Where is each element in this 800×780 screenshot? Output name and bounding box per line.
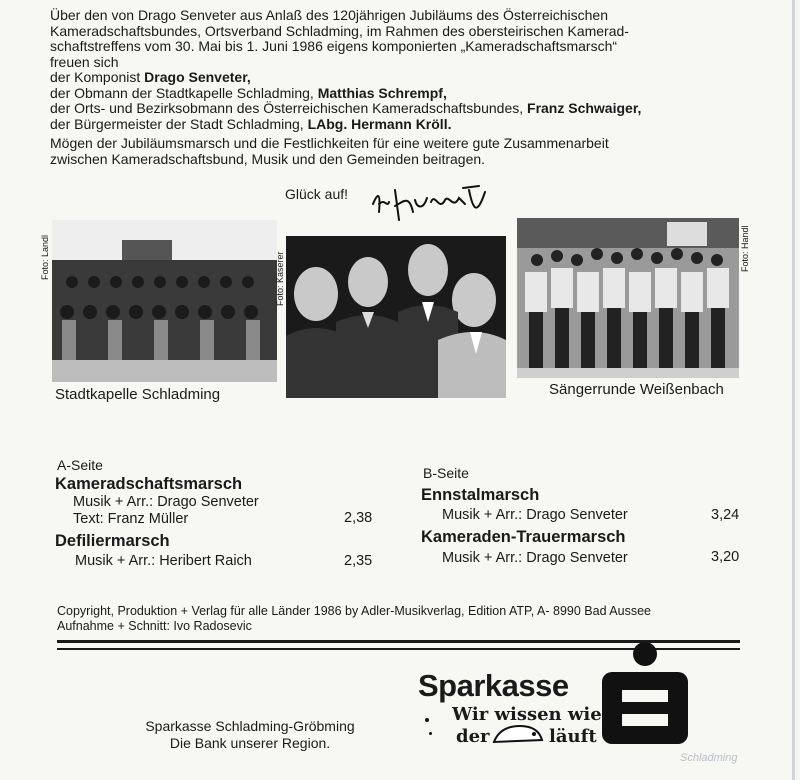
intro-line: Mögen der Jubiläumsmarsch und die Festlichkeiten für eine weitere gute Zusammenarbeit xyxy=(50,135,609,151)
bank-slogan: Die Bank unserer Region. xyxy=(169,735,331,751)
intro-line: der Obmann der Stadtkapelle Schladming, Matthias Schrempf, xyxy=(50,84,447,101)
ink-specks xyxy=(423,716,443,746)
bank-address xyxy=(140,718,360,752)
photo-caption-right: Sängerrunde Weißenbach xyxy=(549,381,724,398)
intro-line: Über den von Drago Senveter aus Anlaß des 120jährigen Jubiläums des Österreichischen xyxy=(50,7,608,23)
signature-icon xyxy=(365,182,500,232)
track-duration: 3,20 xyxy=(711,549,740,565)
bank-name: Sparkasse Schladming-Gröbming xyxy=(145,718,355,734)
photo-caption-left: Stadtkapelle Schladming xyxy=(55,386,221,403)
track-title: Kameraden-Trauermarsch xyxy=(421,528,626,546)
track-credit: Musik + Arr.: Drago Senveter xyxy=(73,494,259,510)
watermark: Schladming xyxy=(680,752,738,764)
sparkasse-logo-icon xyxy=(600,640,690,746)
track-duration: 2,38 xyxy=(344,510,373,526)
intro-line: freuen sich xyxy=(50,53,119,70)
track-title: Ennstalmarsch xyxy=(421,486,540,504)
recording-line: Aufnahme + Schnitt: Ivo Radosevic xyxy=(57,619,252,633)
intro-line: der Komponist Drago Senveter, xyxy=(50,69,251,85)
brand-wordmark: Sparkasse xyxy=(418,668,569,703)
intro-line: schaftstreffens vom 30. Mai bis 1. Juni 1986 eigens komponierten „Kameradschaftsmarsch“ xyxy=(50,38,618,54)
photo-credit-right: Foto: Handl xyxy=(740,225,750,272)
copyright-line: Copyright, Produktion + Verlag für alle Länder 1986 by Adler-Musikverlag, Edition ATP, A- 8990 Bad Aussee xyxy=(57,604,651,618)
track-title: Kameradschaftsmarsch xyxy=(55,475,243,493)
slogan-line: läuft xyxy=(549,726,597,747)
track-credit: Musik + Arr.: Drago Senveter xyxy=(442,550,628,566)
mayor-name: LAbg. Hermann Kröll. xyxy=(307,115,452,132)
choir-photo xyxy=(517,218,739,378)
track-credit: Musik + Arr.: Heribert Raich xyxy=(75,553,252,569)
slogan-line: Wir wissen wie xyxy=(452,704,602,725)
track-title: Defiliermarsch xyxy=(55,532,170,550)
copyright-note xyxy=(57,604,651,634)
side-b-label: B-Seite xyxy=(423,465,469,481)
intro-line: der Bürgermeister der Stadt Schladming, LAbg. Hermann Kröll. xyxy=(50,115,452,132)
mouse-icon xyxy=(490,722,546,746)
photo-credit-middle: Foto: Kaserer xyxy=(275,251,285,306)
intro-line: zwischen Kameradschaftsbund, Musik und den Gemeinden beitragen. xyxy=(50,150,486,167)
side-a-label: A-Seite xyxy=(57,457,103,473)
track-duration: 3,24 xyxy=(711,507,740,523)
chairman-name: Matthias Schrempf, xyxy=(317,84,447,101)
intro-text xyxy=(50,8,750,167)
composer-name: Drago Senveter, xyxy=(144,69,251,85)
intro-line: der Orts- und Bezirksobmann des Österreichischen Kameradschaftsbundes, Franz Schwaiger, xyxy=(50,100,642,116)
track-credit: Text: Franz Müller xyxy=(73,511,189,527)
slogan-line: der xyxy=(456,726,490,747)
band-photo xyxy=(52,220,277,382)
district-chairman-name: Franz Schwaiger, xyxy=(527,100,642,116)
greeting: Glück auf! xyxy=(285,186,349,202)
track-credit: Musik + Arr.: Drago Senveter xyxy=(442,507,628,523)
photo-credit-left: Foto: Landl xyxy=(40,234,50,280)
track-duration: 2,35 xyxy=(344,553,373,569)
intro-line: Kameradschaftsbundes, Ortsverband Schladming, im Rahmen des obersteirischen Kamerad- xyxy=(50,22,629,39)
portrait-photo xyxy=(286,236,506,398)
